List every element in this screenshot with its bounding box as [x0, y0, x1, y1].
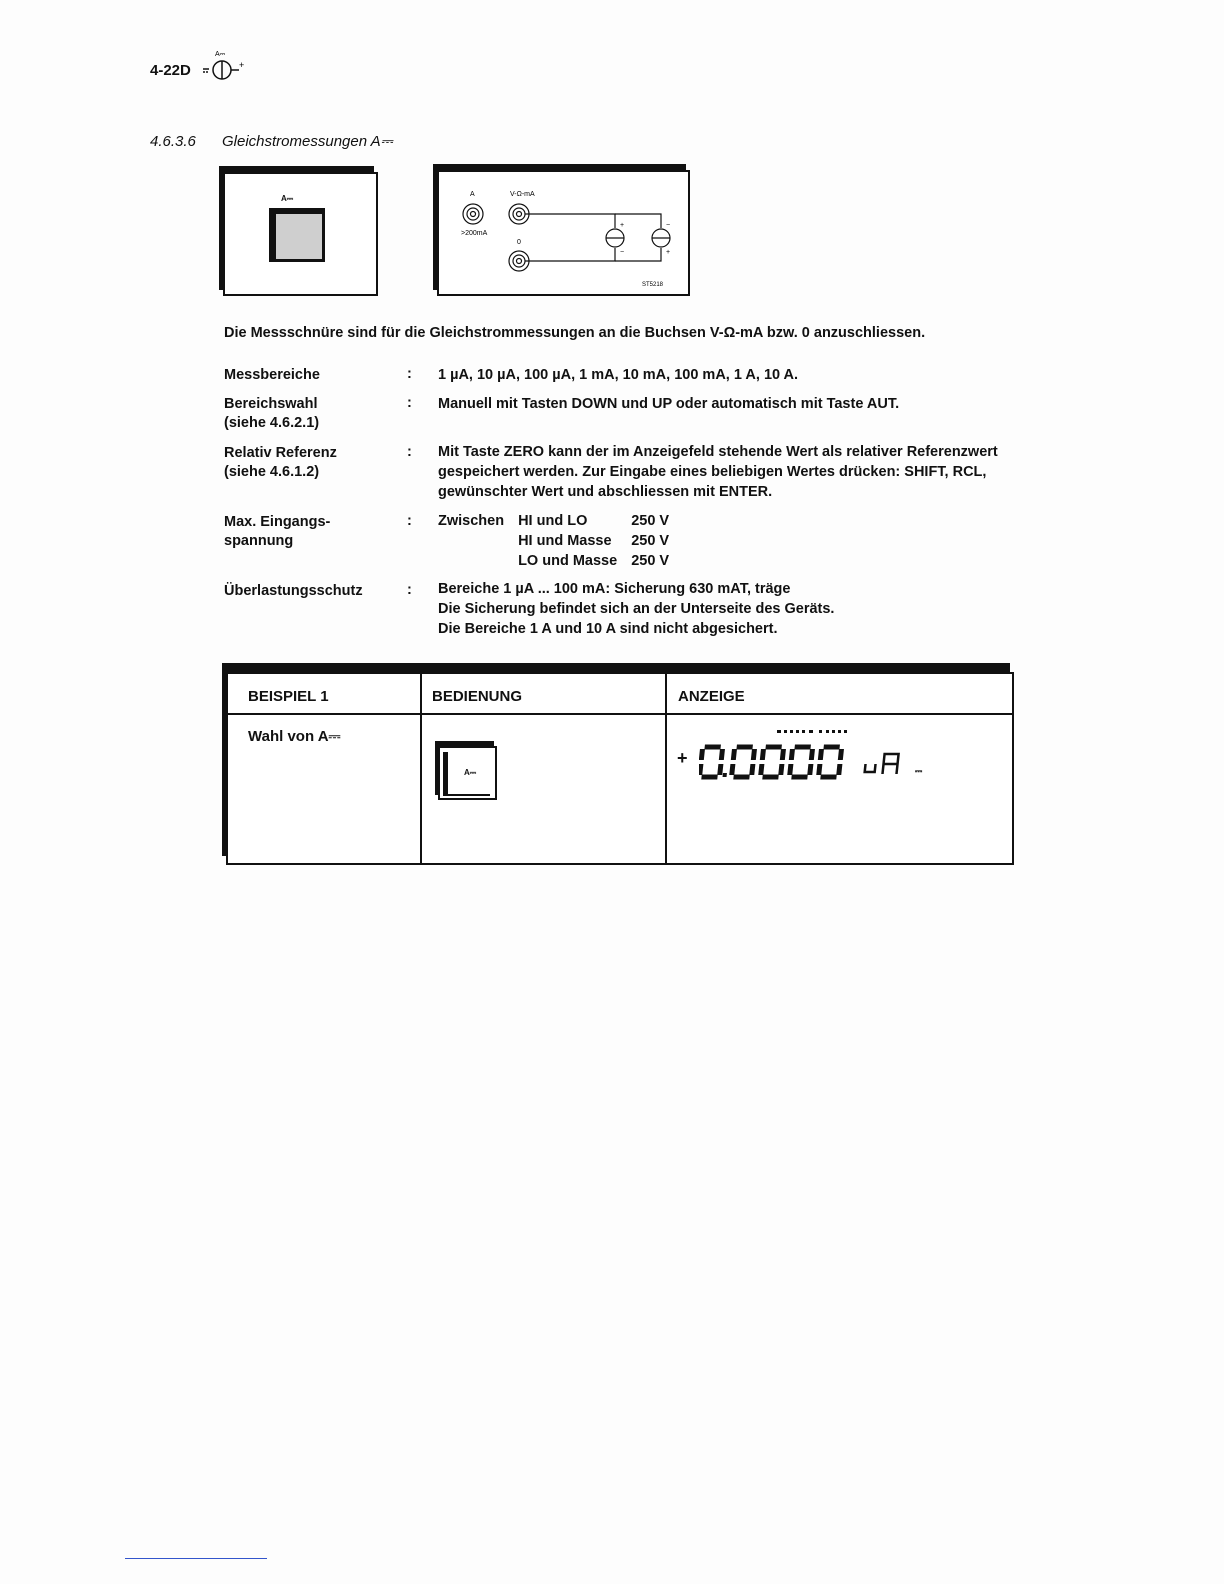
- voltage-pair: HI und Masse: [518, 533, 612, 549]
- voltage-value: 250 V: [631, 513, 670, 529]
- jack-a-label: A: [470, 191, 475, 198]
- connection-diagram: [439, 172, 688, 294]
- current-source-icon: [606, 229, 670, 247]
- spec-value: 1 µA, 10 µA, 100 µA, 1 mA, 10 mA, 100 mA, 1 A, 10 A.: [438, 367, 799, 383]
- section-number: 4.6.3.6: [150, 133, 196, 150]
- spec-colon: :: [407, 395, 412, 411]
- svg-text:+: +: [239, 60, 245, 70]
- display-header: ANZEIGE: [678, 688, 745, 705]
- wiring: [525, 214, 661, 261]
- lcd-dc-symbol: ⎓: [915, 766, 923, 776]
- spec-label: Messbereiche: [224, 367, 320, 383]
- am-key-label: A⎓: [464, 768, 477, 777]
- section-title: Gleichstromessungen A⎓: [222, 133, 393, 150]
- spec-label: Relativ Referenz (siehe 4.6.1.2): [224, 445, 337, 480]
- svg-text:−: −: [620, 249, 625, 256]
- svg-text:+: +: [666, 249, 671, 256]
- voltage-pair: LO und Masse: [518, 553, 618, 569]
- spec-colon: :: [407, 444, 412, 460]
- jack-0-label: 0: [517, 239, 521, 246]
- lcd-digits: [699, 744, 849, 780]
- spec-value: Bereiche 1 µA ... 100 mA: Sicherung 630 mAT, träge Die Sicherung befindet sich an der Unterseite des Geräts. Die Bereiche 1 A und 10 A sind nicht abgesichert.: [438, 581, 835, 637]
- jack-v-label: V-Ω-mA: [510, 191, 535, 198]
- lcd-annunciator-bar: [819, 730, 847, 737]
- voltage-value: 250 V: [631, 553, 670, 569]
- lcd-unit-icon: [863, 750, 911, 776]
- figure-code: ST5218: [642, 282, 664, 288]
- am-key-button[interactable]: [438, 746, 497, 800]
- voltage-pair: HI und LO: [518, 513, 588, 529]
- jack-a-icon: [463, 204, 483, 224]
- spec-label: Bereichswahl (siehe 4.6.2.1): [224, 396, 320, 431]
- svg-text:−: −: [666, 222, 671, 229]
- voltage-value: 250 V: [631, 533, 670, 549]
- spec-colon: :: [407, 366, 412, 382]
- spec-label: Max. Eingangs- spannung: [224, 514, 331, 549]
- spec-colon: :: [407, 513, 412, 529]
- page-number: 4-22D: [150, 62, 191, 79]
- lcd-annunciator-bar: [777, 730, 813, 737]
- operation-header: BEDIENUNG: [432, 688, 523, 705]
- intro-text: Die Messschnüre sind für die Gleichstrommessungen an die Buchsen V-Ω-mA bzw. 0 anzuschliessen.: [224, 325, 926, 341]
- spec-colon: :: [407, 582, 412, 598]
- am-key-icon: [269, 208, 325, 262]
- symbol-label: A⎓: [215, 51, 226, 58]
- connection-figure-panel: [437, 170, 690, 296]
- spec-label: Überlastungsschutz: [224, 583, 363, 599]
- voltage-lead: Zwischen: [438, 513, 505, 529]
- svg-text:+: +: [620, 222, 625, 229]
- example-header: BEISPIEL 1: [248, 688, 329, 705]
- jack-a-note: >200mA: [461, 230, 488, 237]
- spec-value: Mit Taste ZERO kann der im Anzeigefeld stehende Wert als relativer Referenzwert gespeichert werden. Zur Eingabe eines beliebigen Wertes drücken: SHIFT, RCL, gewünschter Wert und abschliessen mit ENTER.: [438, 444, 998, 500]
- key-label: A⎓: [281, 194, 294, 203]
- lcd-sign: +: [677, 748, 688, 768]
- spec-value: Manuell mit Tasten DOWN und UP oder automatisch mit Taste AUT.: [438, 396, 900, 412]
- voltage-table: [438, 511, 683, 571]
- lcd-display: [677, 730, 1007, 790]
- current-source-symbol-icon: [201, 48, 247, 84]
- key-figure-panel: [223, 172, 378, 296]
- example-case-label: Wahl von A⎓: [248, 728, 341, 745]
